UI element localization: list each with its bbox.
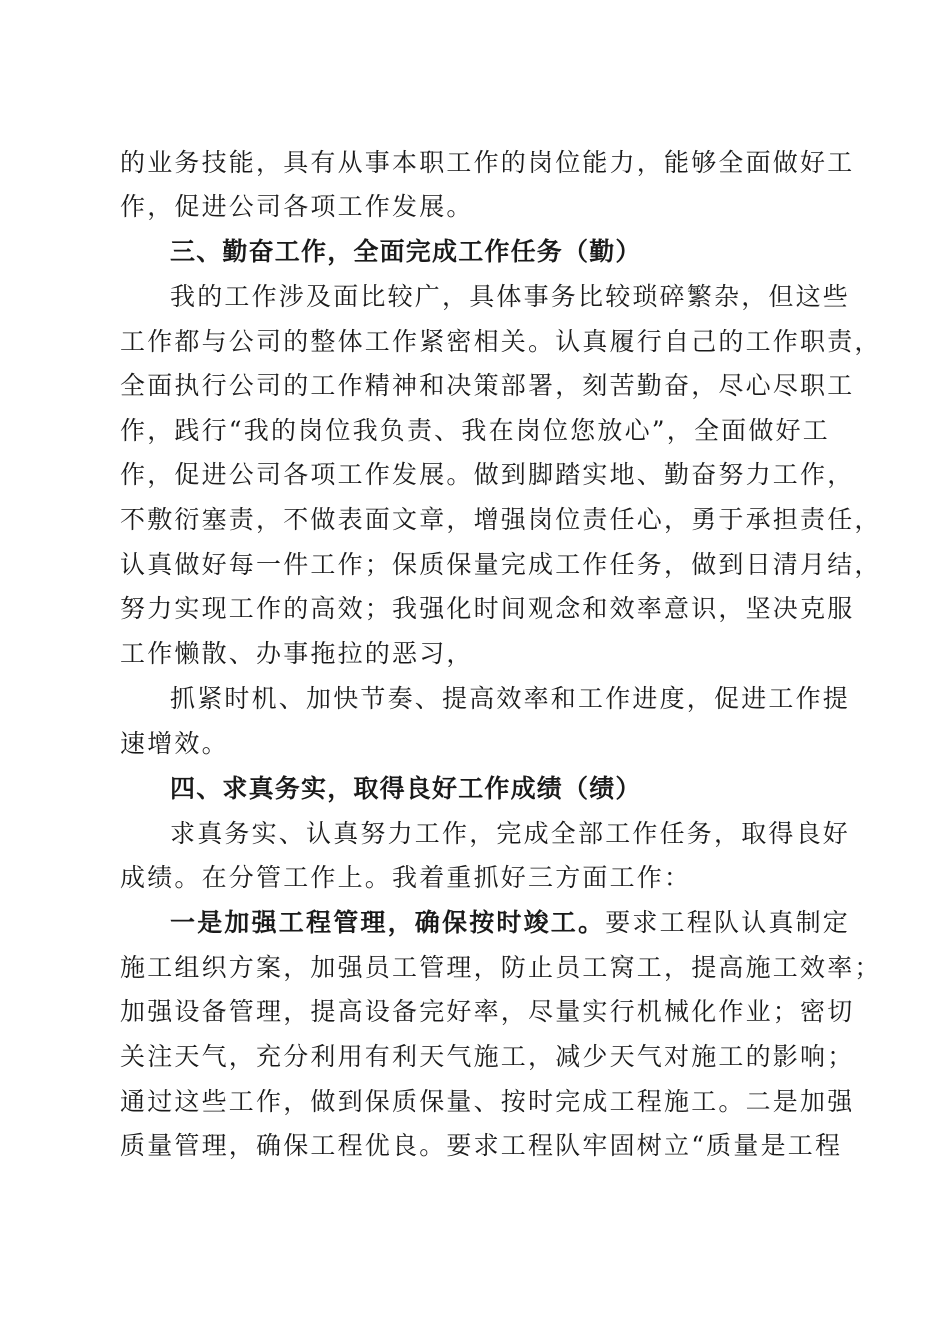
paragraph-line: 我的工作涉及面比较广，具体事务比较琐碎繁杂，但这些 bbox=[170, 282, 851, 311]
paragraph-line: 作，践行“我的岗位我负责、我在岗位您放心”，全面做好工 bbox=[120, 416, 830, 445]
paragraph-line: 成绩。在分管工作上。我着重抓好三方面工作： bbox=[120, 863, 692, 892]
section-heading-4: 四、求真务实，取得良好工作成绩（绩） bbox=[170, 774, 642, 803]
paragraph-line: 作，促进公司各项工作发展。做到脚踏实地、勤奋努力工作， bbox=[120, 460, 855, 489]
paragraph-line: 速增效。 bbox=[120, 729, 229, 758]
paragraph-line: 作，促进公司各项工作发展。 bbox=[120, 192, 474, 221]
section-heading-3: 三、勤奋工作，全面完成工作任务（勤） bbox=[170, 237, 642, 266]
paragraph-line: 加强设备管理，提高设备完好率，尽量实行机械化作业；密切 bbox=[120, 997, 855, 1026]
paragraph-line: 求真务实、认真努力工作，完成全部工作任务，取得良好 bbox=[170, 819, 851, 848]
bold-lead-phrase: 一是加强工程管理，确保按时竣工。 bbox=[170, 908, 606, 937]
paragraph-line: 质量管理，确保工程优良。要求工程队牢固树立“质量是工程 bbox=[120, 1131, 843, 1160]
paragraph-line: 的业务技能，具有从事本职工作的岗位能力，能够全面做好工 bbox=[120, 148, 855, 177]
paragraph-line: 认真做好每一件工作；保质保量完成工作任务，做到日清月结， bbox=[120, 550, 882, 579]
paragraph-line: 努力实现工作的高效；我强化时间观念和效率意识，坚决克服 bbox=[120, 594, 855, 623]
paragraph-line: 不敷衍塞责，不做表面文章，增强岗位责任心，勇于承担责任， bbox=[120, 505, 882, 534]
paragraph-line: 抓紧时机、加快节奏、提高效率和工作进度，促进工作提 bbox=[170, 684, 851, 713]
paragraph-text: 要求工程队认真制定 bbox=[605, 908, 851, 937]
paragraph-line: 工作都与公司的整体工作紧密相关。认真履行自己的工作职责， bbox=[120, 327, 882, 356]
paragraph-line: 通过这些工作，做到保质保量、按时完成工程施工。二是加强 bbox=[120, 1087, 855, 1116]
paragraph-line: 关注天气，充分利用有利天气施工，减少天气对施工的影响； bbox=[120, 1042, 855, 1071]
paragraph-line: 施工组织方案，加强员工管理，防止员工窝工，提高施工效率； bbox=[120, 953, 882, 982]
paragraph-line: 全面执行公司的工作精神和决策部署，刻苦勤奋，尽心尽职工 bbox=[120, 371, 855, 400]
paragraph-line bbox=[170, 906, 890, 940]
paragraph-line: 工作懒散、办事拖拉的恶习， bbox=[120, 639, 474, 668]
